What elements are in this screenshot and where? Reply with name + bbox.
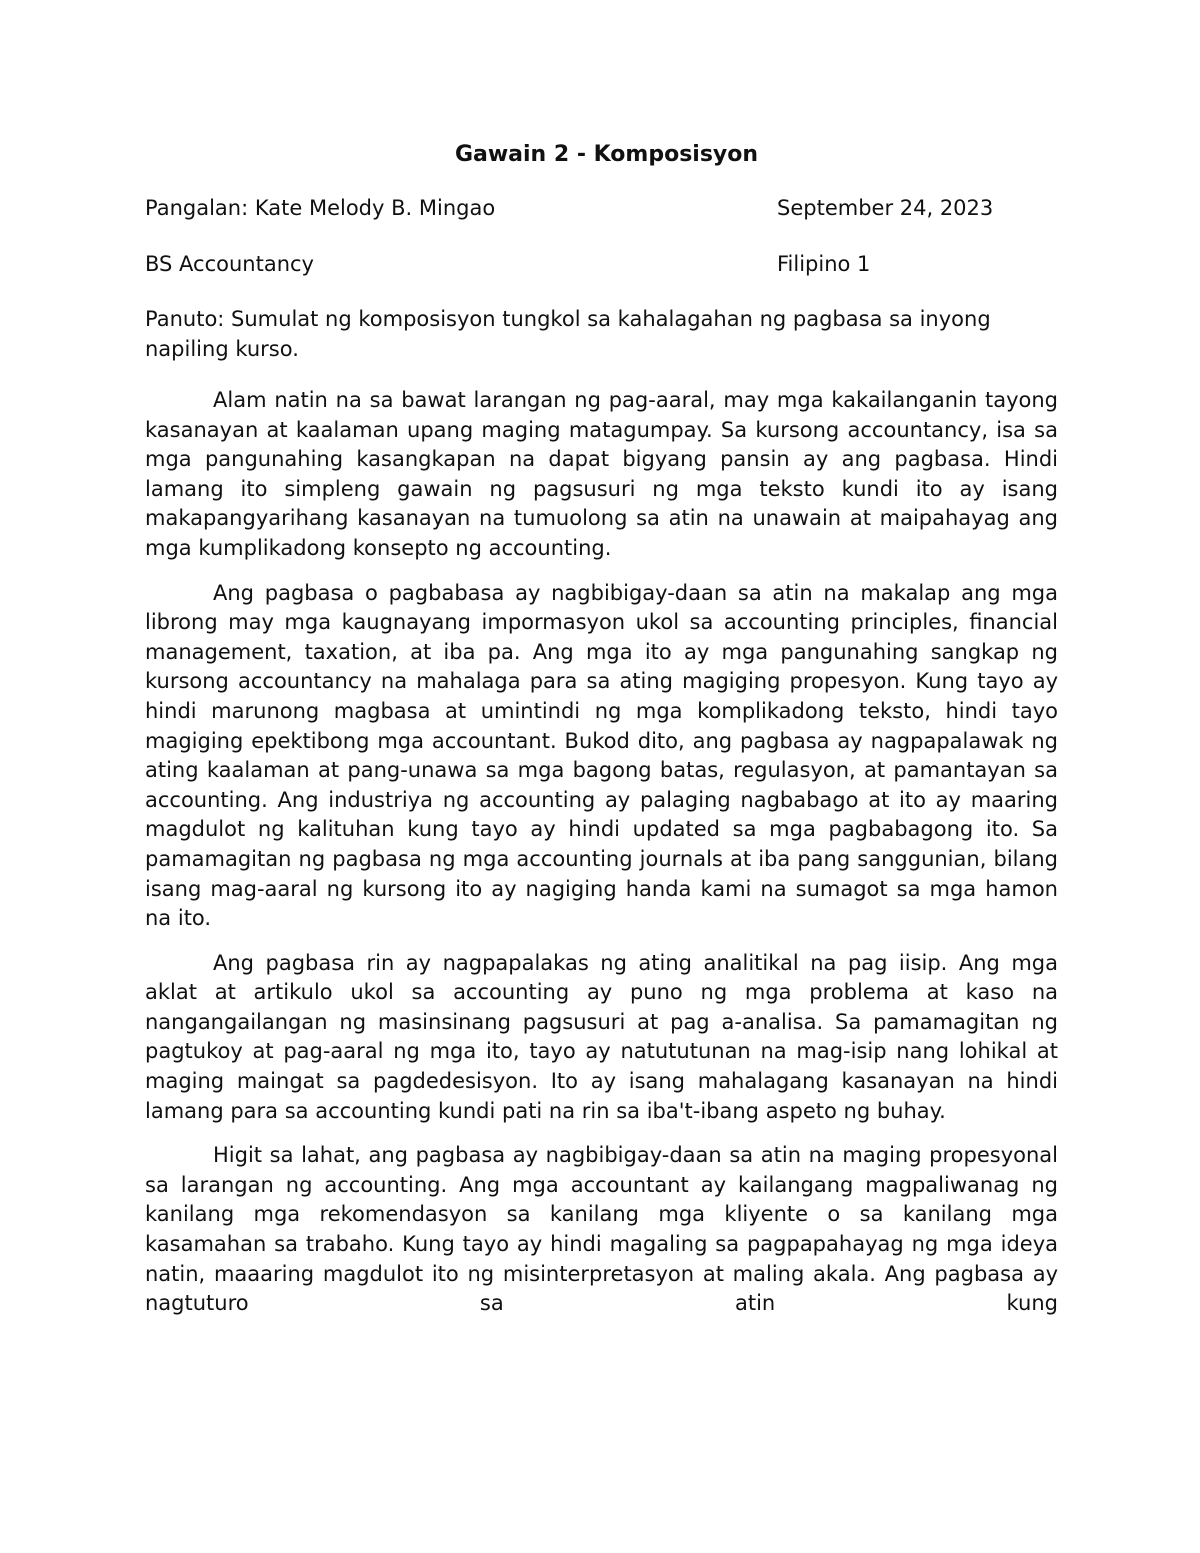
course-name: BS Accountancy	[145, 252, 314, 276]
header-row-name-date	[145, 192, 1058, 224]
body-paragraph: Ang pagbasa o pagbabasa ay nagbibigay-daan sa atin na makalap ang mga librong may mga kaugnayang impormasyon ukol sa accounting principles, financial management, taxation, at iba pa. Ang mga ito ay mga pangunahing sangkap ng kursong accountancy na mahalaga para sa ating magiging propesyon. Kung tayo ay hindi marunong magbasa at umintindi ng mga komplikadong teksto, hindi tayo magiging epektibong mga accountant. Bukod dito, ang pagbasa ay nagpapalawak ng ating kaalaman at pang-unawa sa mga bagong batas, regulasyon, at pamantayan sa accounting. Ang industriya ng accounting ay palaging nagbabago at ito ay maaring magdulot ng kalituhan kung tayo ay hindi updated sa mga pagbabagong ito. Sa pamamagitan ng pagbasa ng mga accounting journals at iba pang sanggunian, bilang isang mag-aaral ng kursong ito ay nagiging handa kami na sumagot sa mga hamon na ito.	[145, 580, 1058, 931]
body-paragraph: Ang pagbasa rin ay nagpapalakas ng ating analitikal na pag iisip. Ang mga aklat at artikulo ukol sa accounting ay puno ng mga problema at kaso na nangangailangan ng masinsinang pagsusuri at pag a-analisa. Sa pamamagitan ng pagtukoy at pag-aaral ng mga ito, tayo ay natututunan na mag-isip nang lohikal at maging maingat sa pagdedesisyon. Ito ay isang mahalagang kasanayan na hindi lamang para sa accounting kundi pati na rin sa iba't-ibang aspeto ng buhay.	[145, 950, 1058, 1123]
body-paragraph-last: Higit sa lahat, ang pagbasa ay nagbibigay-daan sa atin na maging propesyonal sa larangan ng accounting. Ang mga accountant ay kailangang magpaliwanag ng kanilang mga rekomendasyon sa kanilang mga kliyente o sa kanilang mga kasamahan sa trabaho. Kung tayo ay hindi magaling sa pagpapahayag ng mga ideya natin, maaaring magdulot ito ng misinterpretasyon at maling akala. Ang pagbasa ay nagtuturo sa atin kung	[145, 1143, 1058, 1316]
subject-name: Filipino 1	[777, 252, 871, 276]
student-name: Pangalan: Kate Melody B. Mingao	[145, 196, 496, 220]
instruction-text: Panuto: Sumulat ng komposisyon tungkol sa kahalagahan ng pagbasa sa inyong napiling kurso.	[145, 307, 991, 361]
document-page	[145, 138, 1058, 1334]
header-row-course-subject	[145, 248, 1058, 280]
submission-date: September 24, 2023	[777, 196, 994, 220]
document-title: Gawain 2 - Komposisyon	[454, 142, 759, 167]
body-paragraph: Alam natin na sa bawat larangan ng pag-aaral, may mga kakailanganin tayong kasanayan at kaalaman upang maging matagumpay. Sa kursong accountancy, isa sa mga pangunahing kasangkapan na dapat bigyang pansin ay ang pagbasa. Hindi lamang ito simpleng gawain ng pagsusuri ng mga teksto kundi ito ay isang makapangyarihang kasanayan na tumuolong sa atin na unawain at maipahayag ang mga kumplikadong konsepto ng accounting.	[145, 388, 1058, 560]
